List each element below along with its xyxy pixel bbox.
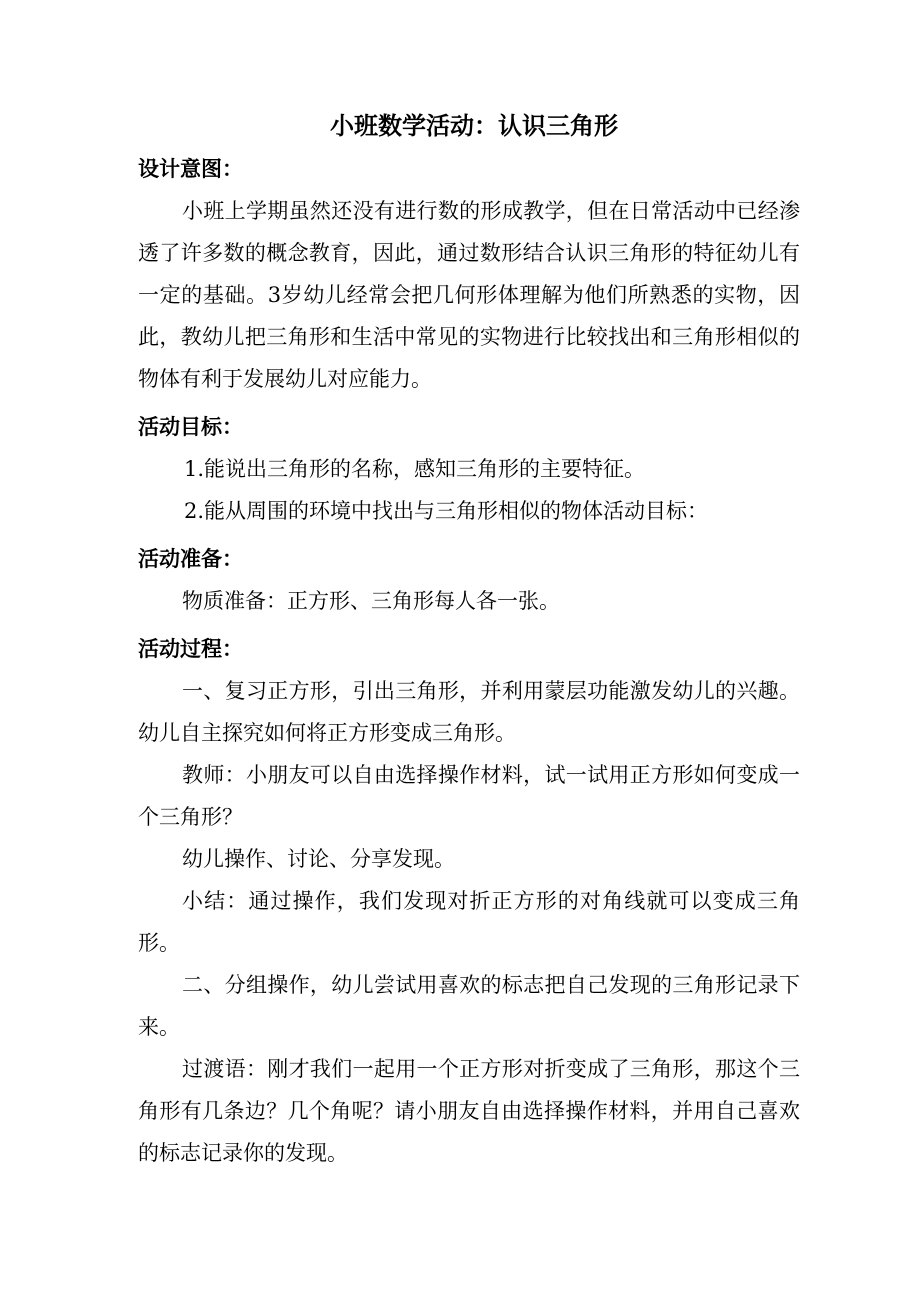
- paragraph-process-step-1: 一、复习正方形，引出三角形，并利用蒙层功能激发幼儿的兴趣。幼儿自主探究如何将正方形变成三角形。: [138, 679, 800, 745]
- section-heading-process: 活动过程：: [138, 636, 243, 661]
- paragraph-summary: 小结：通过操作，我们发现对折正方形的对角线就可以变成三角形。: [138, 889, 800, 955]
- paragraph-process-step-2: 二、分组操作，幼儿尝试用喜欢的标志把自己发现的三角形记录下来。: [138, 973, 800, 1039]
- section-heading-design-intent: 设计意图：: [138, 156, 243, 181]
- paragraph-transition: 过渡语：刚才我们一起用一个正方形对折变成了三角形，那这个三角形有几条边？几个角呢？请小朋友自由选择操作材料，并用自己喜欢的标志记录你的发现。: [138, 1057, 800, 1165]
- section-heading-preparation: 活动准备：: [138, 546, 243, 571]
- paragraph-children-activity: 幼儿操作、讨论、分享发现。: [182, 847, 455, 871]
- paragraph-teacher-prompt: 教师：小朋友可以自由选择操作材料，试一试用正方形如何变成一个三角形？: [138, 763, 800, 829]
- paragraph-design-intent: 小班上学期虽然还没有进行数的形成教学，但在日常活动中已经渗透了许多数的概念教育，因此，通过数形结合认识三角形的特征幼儿有一定的基础。3岁幼儿经常会把几何形体理解为他们所熟悉的实物，因此，教幼儿把三角形和生活中常见的实物进行比较找出和三角形相似的物体有利于发展幼儿对应能力。: [138, 199, 800, 391]
- objective-item-1: 1.能说出三角形的名称，感知三角形的主要特征。: [184, 457, 646, 481]
- paragraph-materials: 物质准备：正方形、三角形每人各一张。: [182, 589, 560, 613]
- document-title: 小班数学活动：认识三角形: [330, 111, 618, 140]
- objective-item-2: 2.能从周围的环境中找出与三角形相似的物体活动目标：: [184, 499, 709, 523]
- section-heading-objectives: 活动目标：: [138, 414, 243, 439]
